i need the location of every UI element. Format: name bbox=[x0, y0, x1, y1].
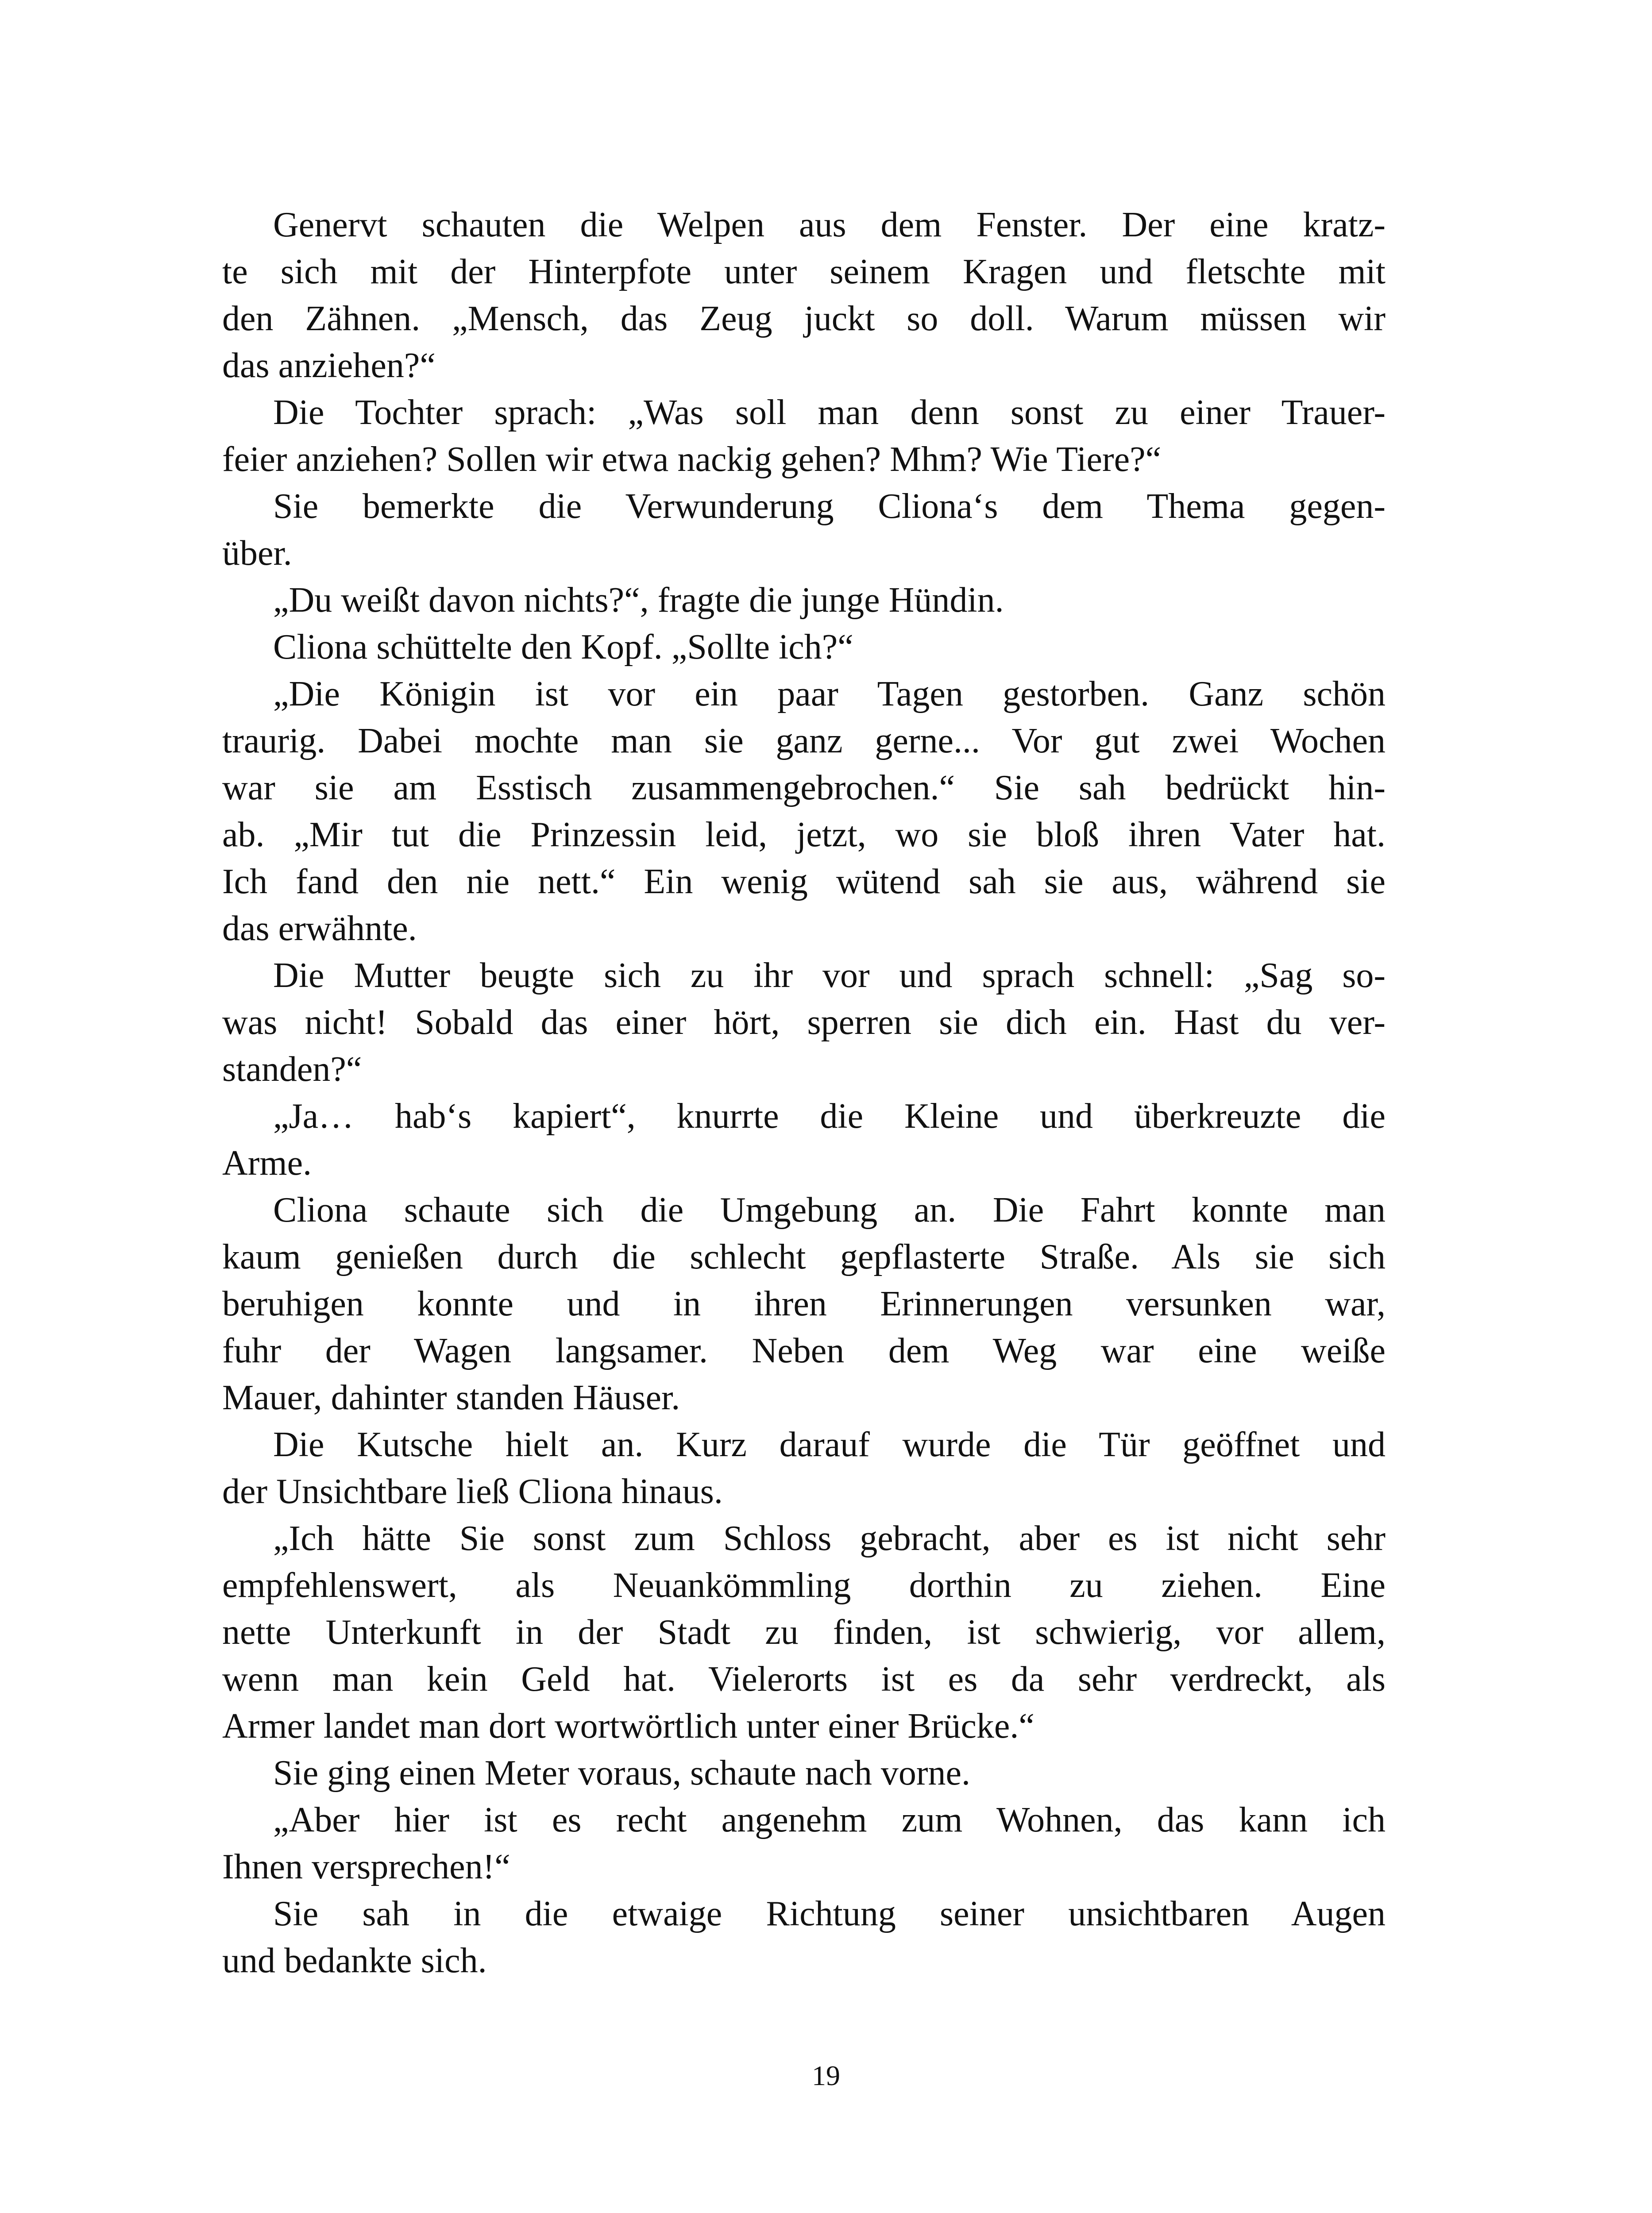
text-line: und bedankte sich. bbox=[222, 1941, 487, 1980]
text-line: Sie ging einen Meter voraus, schaute nach vorne. bbox=[273, 1754, 971, 1793]
text-line: Die Mutter beugte sich zu ihr vor und sprach schnell: „Sag so- bbox=[273, 956, 1386, 995]
text-line: „Ja… hab‘s kapiert“, knurrte die Kleine und überkreuzte die bbox=[273, 1097, 1386, 1136]
text-line: was nicht! Sobald das einer hört, sperren sie dich ein. Hast du ver- bbox=[222, 1003, 1386, 1042]
text-line: te sich mit der Hinterpfote unter seinem Kragen und fletschte mit bbox=[222, 252, 1386, 291]
text-line: feier anziehen? Sollen wir etwa nackig gehen? Mhm? Wie Tiere?“ bbox=[222, 440, 1162, 479]
text-line: der Unsichtbare ließ Cliona hinaus. bbox=[222, 1472, 723, 1511]
text-line: fuhr der Wagen langsamer. Neben dem Weg war eine weiße bbox=[222, 1331, 1386, 1370]
text-line: kaum genießen durch die schlecht gepflasterte Straße. Als sie sich bbox=[222, 1238, 1386, 1276]
text-line: das anziehen?“ bbox=[222, 346, 436, 385]
text-line: traurig. Dabei mochte man sie ganz gerne... Vor gut zwei Wochen bbox=[222, 721, 1386, 760]
text-line: „Aber hier ist es recht angenehm zum Wohnen, das kann ich bbox=[273, 1800, 1386, 1839]
text-line: über. bbox=[222, 534, 292, 573]
text-line: beruhigen konnte und in ihren Erinnerungen versunken war, bbox=[222, 1284, 1386, 1323]
text-line: Genervt schauten die Welpen aus dem Fenster. Der eine kratz- bbox=[273, 205, 1386, 244]
text-line: „Ich hätte Sie sonst zum Schloss gebracht, aber es ist nicht sehr bbox=[273, 1519, 1386, 1558]
text-line: war sie am Esstisch zusammengebrochen.“ Sie sah bedrückt hin- bbox=[222, 768, 1386, 807]
text-line: den Zähnen. „Mensch, das Zeug juckt so doll. Warum müssen wir bbox=[222, 299, 1386, 338]
text-line: Armer landet man dort wortwörtlich unter einer Brücke.“ bbox=[222, 1707, 1034, 1746]
text-line: standen?“ bbox=[222, 1050, 362, 1089]
text-line: nette Unterkunft in der Stadt zu finden, ist schwierig, vor allem, bbox=[222, 1613, 1386, 1652]
text-line: Sie sah in die etwaige Richtung seiner unsichtbaren Augen bbox=[273, 1894, 1386, 1933]
text-line: empfehlenswert, als Neuankömmling dorthin zu ziehen. Eine bbox=[222, 1566, 1386, 1605]
page-number: 19 bbox=[812, 2060, 840, 2091]
text-line: Die Tochter sprach: „Was soll man denn sonst zu einer Trauer- bbox=[273, 393, 1386, 432]
text-line: ab. „Mir tut die Prinzessin leid, jetzt, wo sie bloß ihren Vater hat. bbox=[222, 815, 1386, 854]
text-line: Ich fand den nie nett.“ Ein wenig wütend sah sie aus, während sie bbox=[222, 862, 1386, 901]
text-line: das erwähnte. bbox=[222, 909, 417, 948]
text-line: Die Kutsche hielt an. Kurz darauf wurde die Tür geöffnet und bbox=[273, 1425, 1386, 1464]
text-line: Ihnen versprechen!“ bbox=[222, 1847, 510, 1886]
text-line: Arme. bbox=[222, 1144, 312, 1183]
text-line: Cliona schüttelte den Kopf. „Sollte ich?“ bbox=[273, 628, 853, 667]
text-line: Cliona schaute sich die Umgebung an. Die Fahrt konnte man bbox=[273, 1191, 1386, 1230]
body-text bbox=[222, 201, 1386, 1984]
text-line: „Du weißt davon nichts?“, fragte die junge Hündin. bbox=[273, 581, 1004, 620]
text-line: wenn man kein Geld hat. Vielerorts ist es da sehr verdreckt, als bbox=[222, 1660, 1386, 1699]
text-line: „Die Königin ist vor ein paar Tagen gestorben. Ganz schön bbox=[273, 675, 1386, 713]
text-line: Mauer, dahinter standen Häuser. bbox=[222, 1378, 680, 1417]
text-line: Sie bemerkte die Verwunderung Cliona‘s dem Thema gegen- bbox=[273, 487, 1386, 526]
